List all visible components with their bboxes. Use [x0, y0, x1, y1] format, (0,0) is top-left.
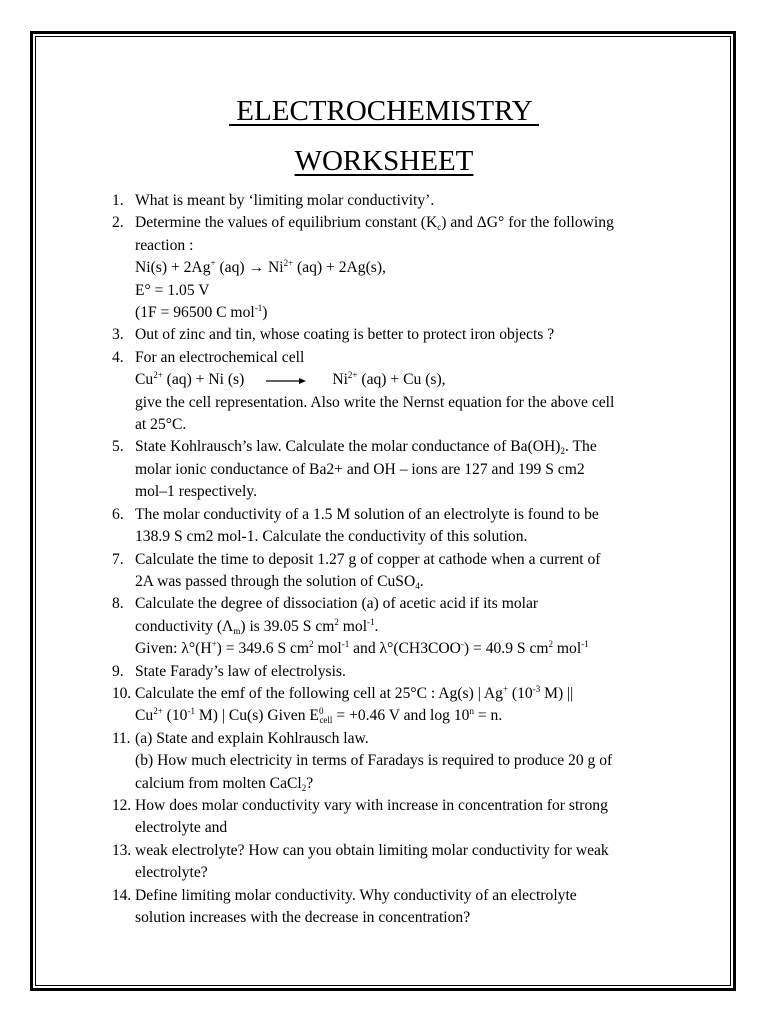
- question-10: [112, 683, 682, 728]
- question-line: Given: λ°(H+) = 349.6 S $cm^2$ mol$^{-1}$ and λ°(CH3COO-) = 40.9 S $cm^2$ mol$^{-1}$: [135, 639, 589, 658]
- question-number: 4.: [112, 348, 124, 366]
- question-number: 5.: [112, 438, 124, 456]
- question-5: [112, 436, 682, 503]
- question-8: [112, 593, 682, 660]
- question-text: State Farady’s law of electrolysis.: [135, 662, 346, 680]
- question-line: solution increases with the decrease in concentration?: [135, 909, 471, 926]
- question-number: 2.: [112, 214, 124, 232]
- question-line: (a) State and explain Kohlrausch law.: [135, 729, 369, 747]
- question-2: [112, 212, 682, 324]
- question-13: [112, 840, 682, 885]
- question-number: 8.: [112, 595, 124, 613]
- question-line: weak electrolyte? How can you obtain limiting molar conductivity for weak: [135, 841, 609, 859]
- question-number: 6.: [112, 505, 124, 523]
- question-number: 9.: [112, 662, 124, 680]
- question-line: The molar conductivity of a 1.5 M solution of an electrolyte is found to be: [135, 505, 599, 523]
- question-number: 12.: [112, 796, 131, 814]
- question-line: electrolyte?: [135, 864, 208, 882]
- question-list: [112, 190, 682, 929]
- question-line: 2A was passed through the solution of CuSO$_4$.: [135, 572, 424, 591]
- question-number: 14.: [112, 886, 131, 904]
- question-line: 138.9 S cm2 mol-1. Calculate the conductivity of this solution.: [135, 528, 528, 546]
- question-1: [112, 190, 682, 212]
- reaction-equation: Ni(s) + 2Ag+ $(aq) \to Ni^{2+}$ (aq) + 2Ag(s),: [135, 258, 386, 277]
- question-11: [112, 728, 682, 795]
- question-number: 7.: [112, 550, 124, 568]
- question-number: 13.: [112, 841, 131, 859]
- question-line: How does molar conductivity vary with increase in concentration for strong: [135, 796, 608, 814]
- question-line: give the cell representation. Also write the Nernst equation for the above cell: [135, 393, 615, 411]
- question-text: Out of zinc and tin, whose coating is better to protect iron objects ?: [135, 326, 555, 344]
- question-line: electrolyte and: [135, 819, 228, 837]
- question-line: State Kohlrausch’s law. Calculate the molar conductance of $Ba(OH)_2$. The: [135, 438, 597, 457]
- question-4: [112, 347, 682, 437]
- question-7: [112, 549, 682, 594]
- question-14: [112, 885, 682, 930]
- question-number: 10.: [112, 684, 131, 702]
- question-line: Calculate the time to deposit 1.27 g of copper at cathode when a current of: [135, 550, 601, 568]
- question-line: E° = 1.05 V: [135, 281, 210, 299]
- question-line: Calculate the degree of dissociation (a) of acetic acid if its molar: [135, 595, 539, 613]
- question-number: 1.: [112, 192, 124, 209]
- question-text: What is meant by ‘limiting molar conductivity’.: [135, 192, 435, 209]
- question-line: Define limiting molar conductivity. Why conductivity of an electrolyte: [135, 886, 577, 904]
- question-line: molar ionic conductance of Ba2+ and OH – ions are 127 and 199 S cm2: [135, 460, 585, 478]
- question-line: mol–1 respectively.: [135, 483, 257, 501]
- question-line: conductivity $(\Lambda_m)$ is 39.05 S $cm^2$ mol$^{-1}$.: [135, 616, 379, 636]
- question-9: [112, 661, 682, 683]
- question-line: (1F = 96500 C mol$^{-1}$): [135, 303, 268, 322]
- reaction-equation: $Cu^{2+}$ (aq) + Ni (s) $Ni^{2+}$ (aq) + Cu (s),: [135, 370, 446, 389]
- question-line: Calculate the emf of the following cell at 25°C : Ag(s) | Ag+ ($10^{-3}$ M) ||: [135, 683, 574, 702]
- question-line: (b) How much electricity in terms of Faradays is required to produce 20 g of: [135, 752, 613, 770]
- question-line: $Cu^{2+}$ ($10^{-1}$ M) | Cu(s) Given $E^0_{cell} = +0.46$ V and $\log 10^n = n$.: [135, 706, 503, 726]
- question-line: calcium from molten CaCl$_2$?: [135, 774, 314, 793]
- worksheet-subtitle: WORKSHEET: [294, 145, 474, 177]
- question-line: Determine the values of equilibrium constant $(K_c)$ and ΔG° for the following: [135, 214, 614, 233]
- question-number: 3.: [112, 326, 124, 344]
- reaction-arrow-icon: [266, 376, 306, 386]
- question-line: reaction :: [135, 236, 194, 254]
- question-6: [112, 504, 682, 549]
- question-3: [112, 324, 682, 346]
- question-line: For an electrochemical cell: [135, 348, 305, 366]
- question-number: 11.: [112, 729, 131, 747]
- question-line: at 25°C.: [135, 416, 187, 434]
- worksheet-title: ELECTROCHEMISTRY: [229, 95, 539, 127]
- question-12: [112, 795, 682, 840]
